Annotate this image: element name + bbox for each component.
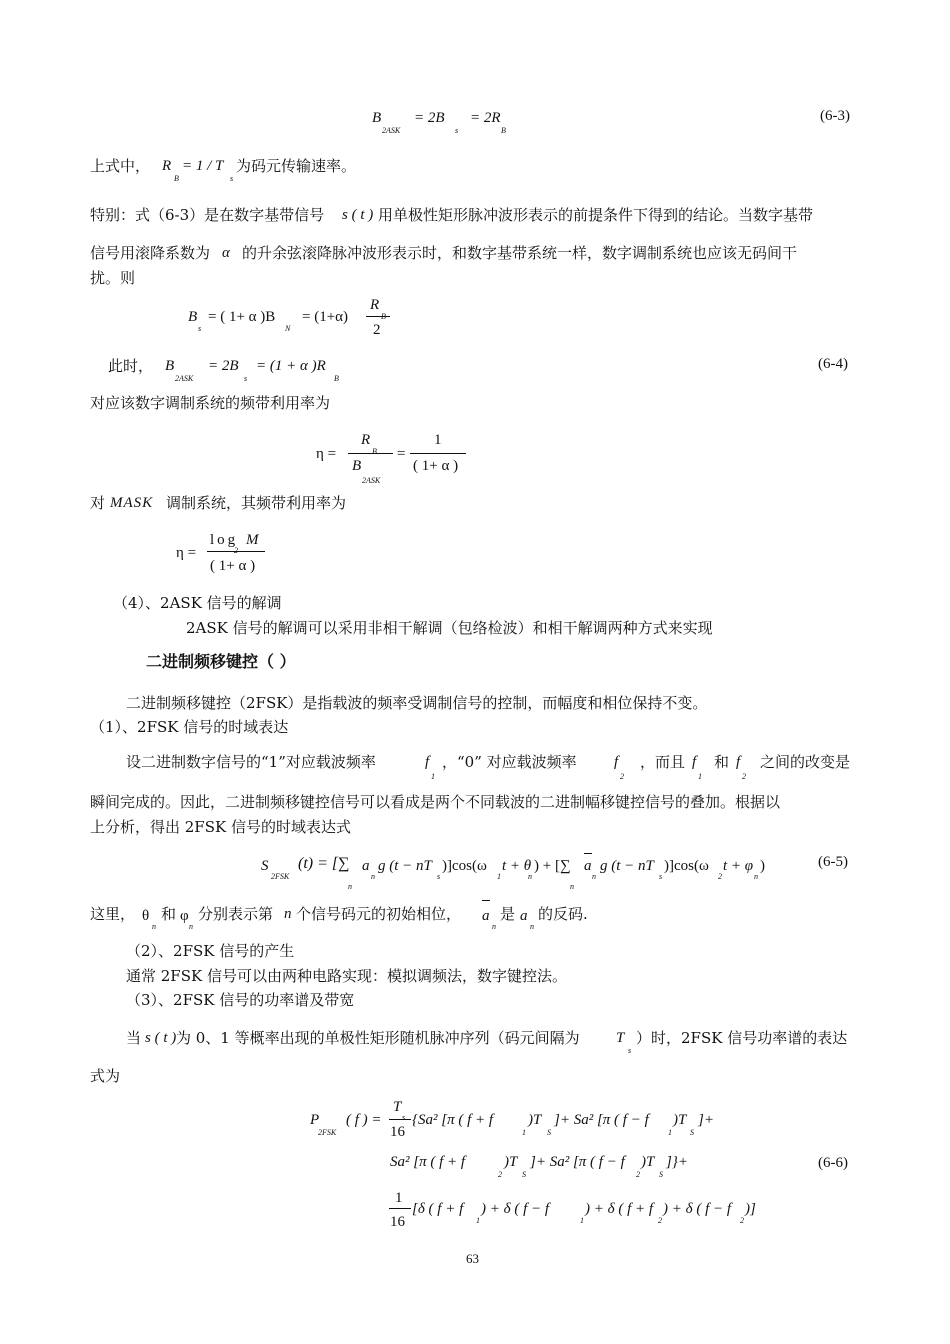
section-2-heading: （2）、2FSK 信号的产生	[126, 942, 295, 960]
section-3-heading: （3）、2FSK 信号的功率谱及带宽	[126, 991, 355, 1009]
page-number: 63	[466, 1251, 479, 1266]
paragraph-2fsk-def: 二进制频移键控（2FSK）是指载波的频率受调制信号的控制，而幅度和相位保持不变。	[126, 694, 708, 712]
section-1-heading: （1）、2FSK 信号的时域表达	[90, 718, 289, 736]
equation-number: (6-4)	[818, 356, 848, 372]
section-4-heading: （4）、2ASK 信号的解调	[113, 594, 282, 612]
paragraph-efficiency: 对应该数字调制系统的频带利用率为	[90, 394, 331, 412]
equation-number: (6-5)	[818, 854, 848, 870]
section-2-body: 通常 2FSK 信号可以由两种电路实现：模拟调频法，数字键控法。	[126, 967, 567, 985]
equation-number: (6-3)	[820, 108, 850, 124]
equation-number: (6-6)	[818, 1155, 848, 1171]
section-4-body: 2ASK 信号的解调可以采用非相干解调（包络检波）和相干解调两种方式来实现	[186, 619, 713, 637]
heading-2fsk: 二进制频移键控（ ）	[146, 652, 296, 671]
